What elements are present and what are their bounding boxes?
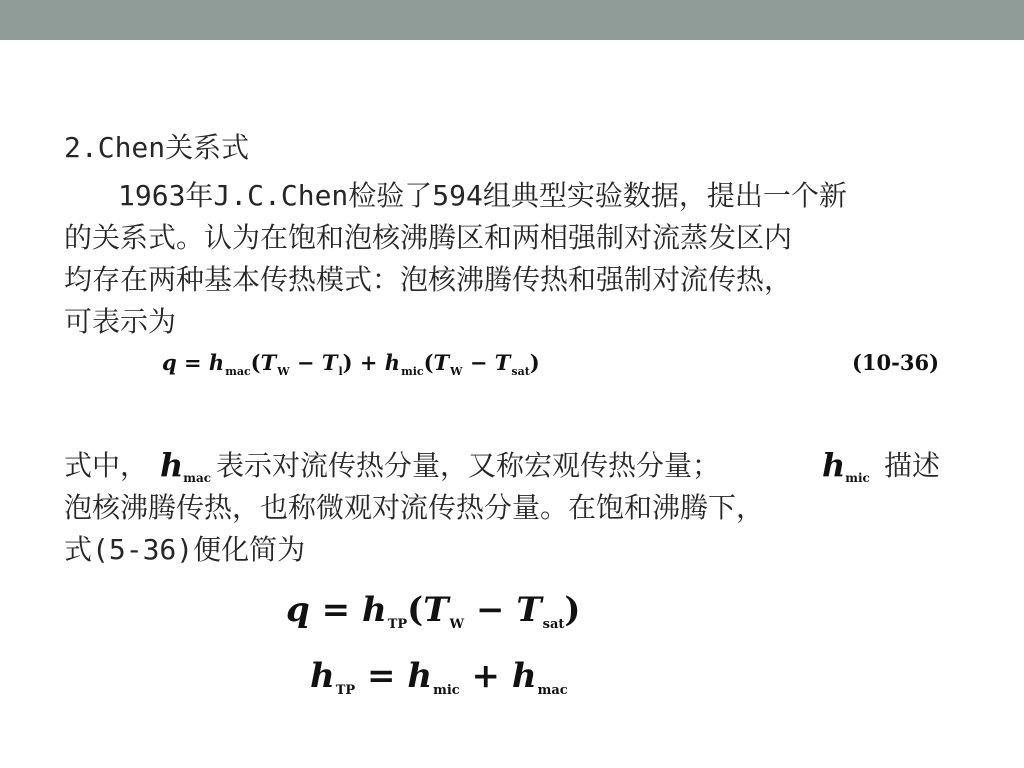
- paragraph-line: 表示对流传热分量，又称宏观传热分量；: [216, 449, 721, 482]
- paragraph-line: 式中，: [64, 449, 149, 482]
- equation-simplified-q: $q = h_{TP}(T_W - T_{sat})$: [286, 590, 581, 632]
- paragraph-line: 描述: [884, 449, 941, 482]
- header-bar: [0, 0, 1024, 40]
- paragraph-line: 1963年J.C.Chen检验了594组典型实验数据，提出一个新: [118, 179, 847, 212]
- equation-chen: $q = h_{mac}(T_W - T_l) + h_{mic}(T_W - T_{sat})$: [162, 350, 540, 378]
- equation-simplified-htp: $h_{TP} = h_{mic} + h_{mac}$: [310, 656, 568, 698]
- section-heading: 2.Chen关系式: [64, 131, 250, 164]
- paragraph-line: 泡核沸腾传热，也称微观对流传热分量。在饱和沸腾下，: [64, 491, 765, 524]
- h-mic-symbol: $h_{mic}$: [822, 446, 870, 485]
- paragraph-line: 均存在两种基本传热模式：泡核沸腾传热和强制对流传热，: [64, 263, 793, 296]
- paragraph-line: 可表示为: [64, 305, 177, 338]
- equation-number: (10-36): [852, 350, 940, 375]
- paragraph-line: 的关系式。认为在饱和泡核沸腾区和两相强制对流蒸发区内: [64, 221, 793, 254]
- h-mac-symbol: $h_{mac}$: [160, 446, 212, 485]
- paragraph-line: 式(5-36)便化简为: [64, 533, 306, 566]
